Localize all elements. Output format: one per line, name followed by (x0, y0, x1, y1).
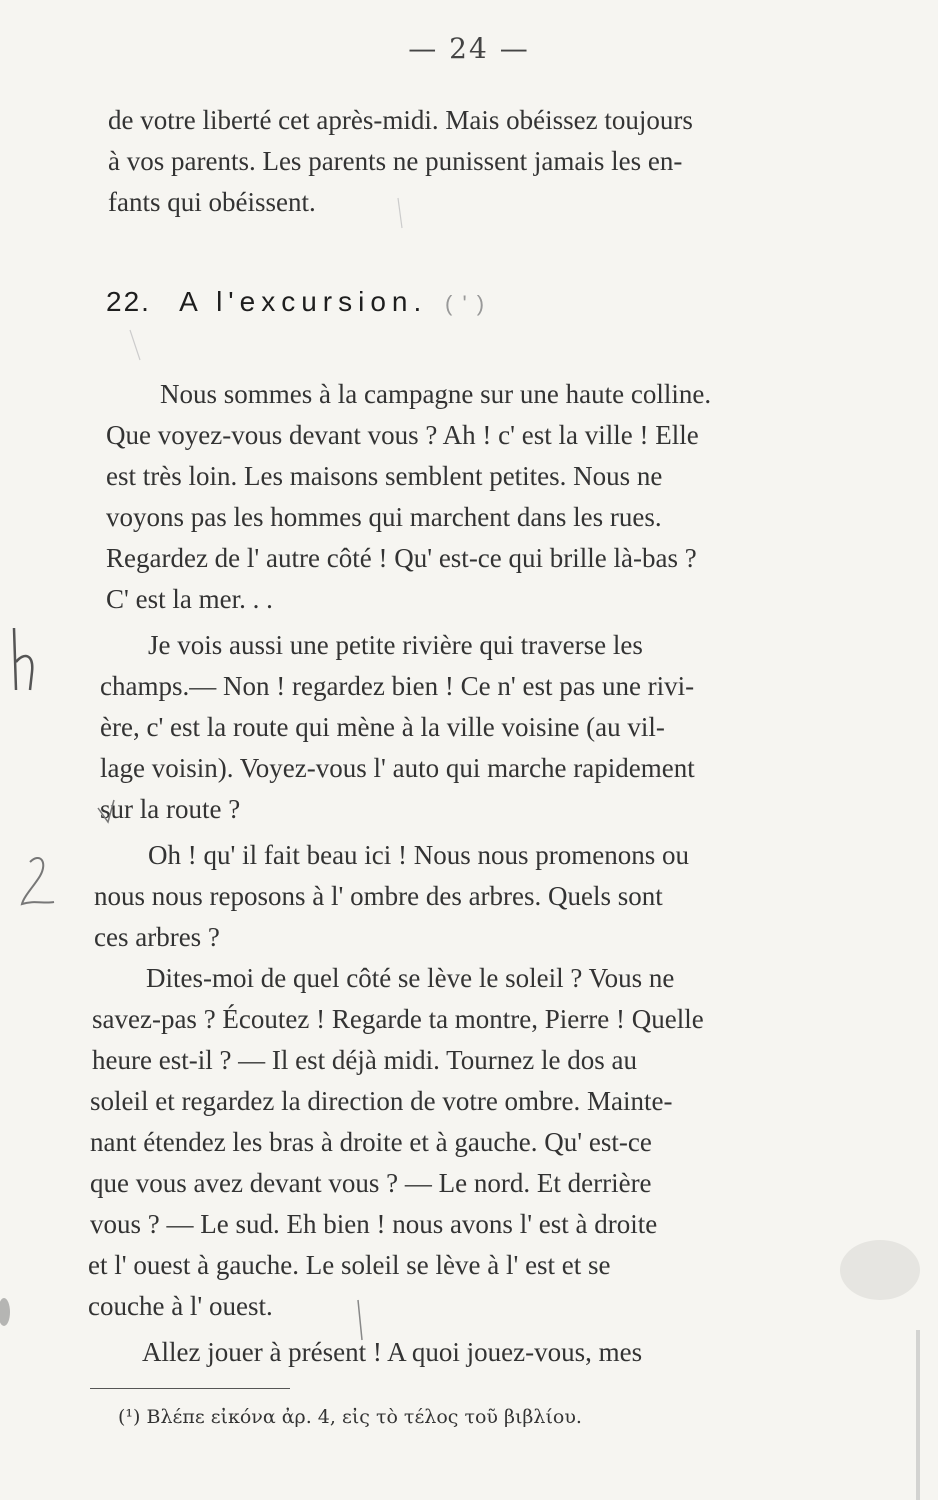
page-number: — 24 — (408, 32, 530, 65)
text-line: couche à l' ouest. (88, 1291, 273, 1321)
text-line: Je vois aussi une petite rivière qui traverse les (148, 630, 643, 660)
text-line: est très loin. Les maisons semblent petites. Nous ne (106, 461, 663, 491)
text-line: Regardez de l' autre côté ! Qu' est-ce qui brille là-bas ? (106, 543, 697, 573)
text-line: de votre liberté cet après-midi. Mais obéissez toujours (108, 105, 693, 135)
text-line: Oh ! qu' il fait beau ici ! Nous nous promenons ou (148, 840, 690, 870)
text-line: champs.— Non ! regardez bien ! Ce n' est pas une rivi- (100, 671, 695, 701)
text-line: que vous avez devant vous ? — Le nord. Et derrière (90, 1168, 652, 1198)
text-line: Que voyez-vous devant vous ? Ah ! c' est la ville ! Elle (106, 420, 699, 450)
section-number: 22. (106, 286, 151, 317)
text-line: Allez jouer à présent ! A quoi jouez-vous, mes (142, 1337, 643, 1367)
text-line: soleil et regardez la direction de votre ombre. Mainte- (90, 1086, 673, 1116)
section-title: A l'excursion. (179, 286, 428, 317)
text-line: C' est la mer. . . (106, 584, 273, 614)
text-line: sur la route ? (100, 794, 241, 824)
text-line: nant étendez les bras à droite et à gauche. Qu' est-ce (90, 1127, 652, 1157)
text-line: voyons pas les hommes qui marchent dans les rues. (106, 502, 662, 532)
text-line: nous nous reposons à l' ombre des arbres. Quels sont (94, 881, 663, 911)
text-line: à vos parents. Les parents ne punissent jamais les en- (108, 146, 683, 176)
text-line: lage voisin). Voyez-vous l' auto qui marche rapidement (100, 753, 695, 783)
footnote-reference: ( ' ) (445, 291, 487, 316)
footnote-divider (90, 1388, 290, 1389)
text-line: et l' ouest à gauche. Le soleil se lève à l' est et se (88, 1250, 611, 1280)
text-line: heure est-il ? — Il est déjà midi. Tournez le dos au (92, 1045, 637, 1075)
pencil-mark-faint (130, 198, 402, 360)
text-line: ère, c' est la route qui mène à la ville voisine (au vil- (100, 712, 665, 742)
text-line: vous ? — Le sud. Eh bien ! nous avons l' est à droite (90, 1209, 658, 1239)
text-line: Nous sommes à la campagne sur une haute colline. (160, 379, 712, 409)
text-line: savez-pas ? Écoutez ! Regarde ta montre, Pierre ! Quelle (92, 1004, 704, 1034)
text-line: ces arbres ? (94, 922, 220, 952)
text-line: fants qui obéissent. (108, 187, 316, 217)
text-line: Dites-moi de quel côté se lève le soleil ? Vous ne (146, 963, 675, 993)
section-heading (106, 286, 486, 318)
footnote: (¹) Βλέπε εἰκόνα ἀρ. 4, εἰς τὸ τέλος τοῦ βιβλίου. (118, 1406, 582, 1428)
